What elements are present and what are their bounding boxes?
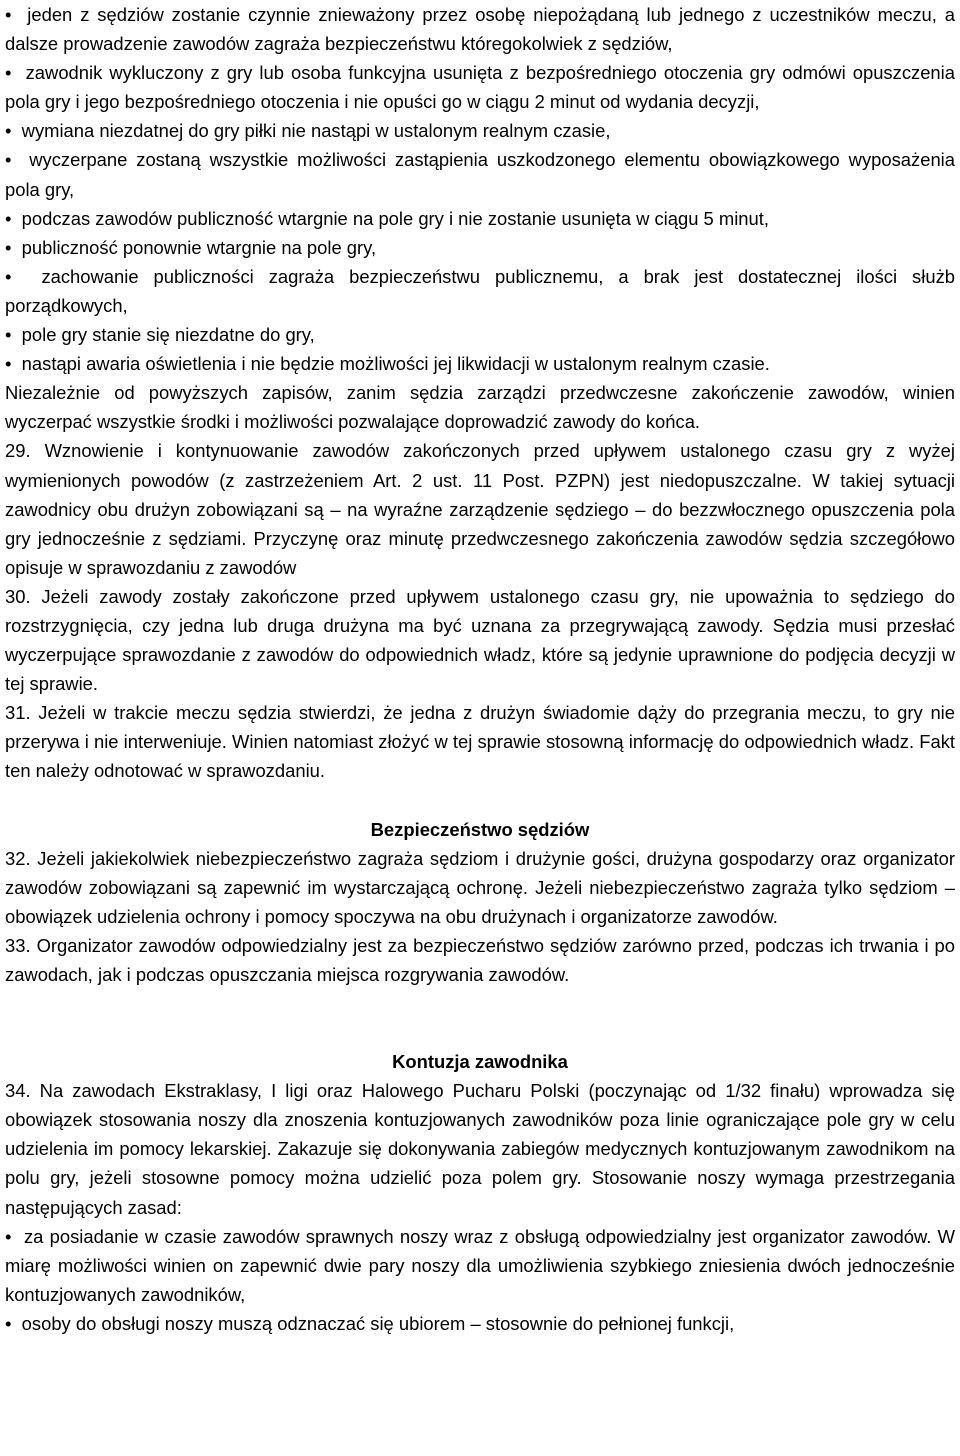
paragraph-29: 29. Wznowienie i kontynuowanie zawodów zakończonych przed upływem ustalonego czasu gry z wyżej wymienionych powodów (z zastrzeżeniem Art. 2 ust. 11 Post. PZPN) jest niedopuszczalne. W takiej sytuacji zawodnicy obu drużyn zobowiązani są – na wyraźne zarządzenie sędziego – do bezzwłocznego opuszczenia pola gry jednocześnie z sędziami. Przyczynę oraz minutę przedwczesnego zakończenia zawodów sędzia szczegółowo opisuje w sprawozdaniu z zawodów — [5, 440, 955, 578]
paragraph-32: 32. Jeżeli jakiekolwiek niebezpieczeństwo zagraża sędziom i drużynie gości, drużyna gospodarzy oraz organizator zawodów zobowiązani są zapewnić im wystarczającą ochronę. Jeżeli niebezpieczeństwo zagraża tylko sędziom – obowiązek udzielenia ochrony i pomocy spoczywa na obu drużynach i organizatorze zawodów. — [5, 847, 955, 927]
list-item: • osoby do obsługi noszy muszą odznaczać się ubiorem – stosownie do pełnionej funkcji, — [5, 1309, 955, 1338]
paragraph-33: 33. Organizator zawodów odpowiedzialny jest za bezpieczeństwo sędziów zarówno przed, podczas ich trwania i po zawodach, jak i podczas opuszczania miejsca rozgrywania zawodów. — [5, 934, 955, 985]
paragraph-34: 34. Na zawodach Ekstraklasy, I ligi oraz Halowego Pucharu Polski (poczynając od 1/32 finału) wprowadza się obowiązek stosowania noszy dla znoszenia kontuzjowanych zawodników poza linie ograniczające pole gry w celu udzielenia im pomocy lekarskiej. Zakazuje się dokonywania zabiegów medycznych kontuzjowanym zawodnikom na polu gry, jeżeli stosowne pomocy można udzielić poza polem gry. Stosowanie noszy wymaga przestrzegania następujących zasad: — [5, 1080, 955, 1218]
paragraph-exhaust-means: Niezależnie od powyższych zapisów, zanim sędzia zarządzi przedwczesne zakończenie zawodów, winien wyczerpać wszystkie środki i możliwości pozwalające doprowadzić zawody do końca. — [5, 382, 955, 433]
list-item: • publiczność ponownie wtargnie na pole gry, — [5, 233, 955, 262]
spacer — [5, 786, 955, 815]
list-item: • wymiana niezdatnej do gry piłki nie nastąpi w ustalonym realnym czasie, — [5, 116, 955, 145]
list-item: • wyczerpane zostaną wszystkie możliwości zastąpienia uszkodzonego elementu obowiązkowego wyposażenia pola gry, — [5, 145, 955, 203]
list-item: • nastąpi awaria oświetlenia i nie będzie możliwości jej likwidacji w ustalonym realnym czasie. — [5, 349, 955, 378]
list-item: • zawodnik wykluczony z gry lub osoba funkcyjna usunięta z bezpośredniego otoczenia gry odmówi opuszczenia pola gry i jego bezpośredniego otoczenia i nie opuści go w ciągu 2 minut od wydania decyzji, — [5, 58, 955, 116]
list-item: • zachowanie publiczności zagraża bezpieczeństwu publicznemu, a brak jest dostatecznej ilości służb porządkowych, — [5, 262, 955, 320]
spacer — [5, 989, 955, 1047]
list-item: • za posiadanie w czasie zawodów sprawnych noszy wraz z obsługą odpowiedzialny jest organizator zawodów. W miarę możliwości winien on zapewnić dwie pary noszy dla umożliwienia szybkiego zniesienia dwóch jednocześnie kontuzjowanych zawodników, — [5, 1222, 955, 1309]
paragraph-31: 31. Jeżeli w trakcie meczu sędzia stwierdzi, że jedna z drużyn świadomie dąży do przegrania meczu, to gry nie przerywa i nie interweniuje. Winien natomiast złożyć w tej sprawie stosowną informację do odpowiednich władz. Fakt ten należy odnotować w sprawozdaniu. — [5, 702, 955, 782]
section-heading-injury: Kontuzja zawodnika — [392, 1051, 568, 1073]
paragraph-30: 30. Jeżeli zawody zostały zakończone przed upływem ustalonego czasu gry, nie upoważnia to sędziego do rozstrzygnięcia, czy jedna lub druga drużyna ma być uznana za przegrywającą zawody. Sędzia musi przesłać wyczerpujące sprawozdanie z zawodów do odpowiednich władz, które są jedynie uprawnione do podjęcia decyzji w tej sprawie. — [5, 585, 955, 695]
section-heading-safety: Bezpieczeństwo sędziów — [370, 818, 590, 840]
list-item: • pole gry stanie się niezdatne do gry, — [5, 320, 955, 349]
list-item: • jeden z sędziów zostanie czynnie znieważony przez osobę niepożądaną lub jednego z uczestników meczu, a dalsze prowadzenie zawodów zagraża bezpieczeństwu któregokolwiek z sędziów, — [5, 0, 955, 58]
list-item: • podczas zawodów publiczność wtargnie na pole gry i nie zostanie usunięta w ciągu 5 minut, — [5, 204, 955, 233]
